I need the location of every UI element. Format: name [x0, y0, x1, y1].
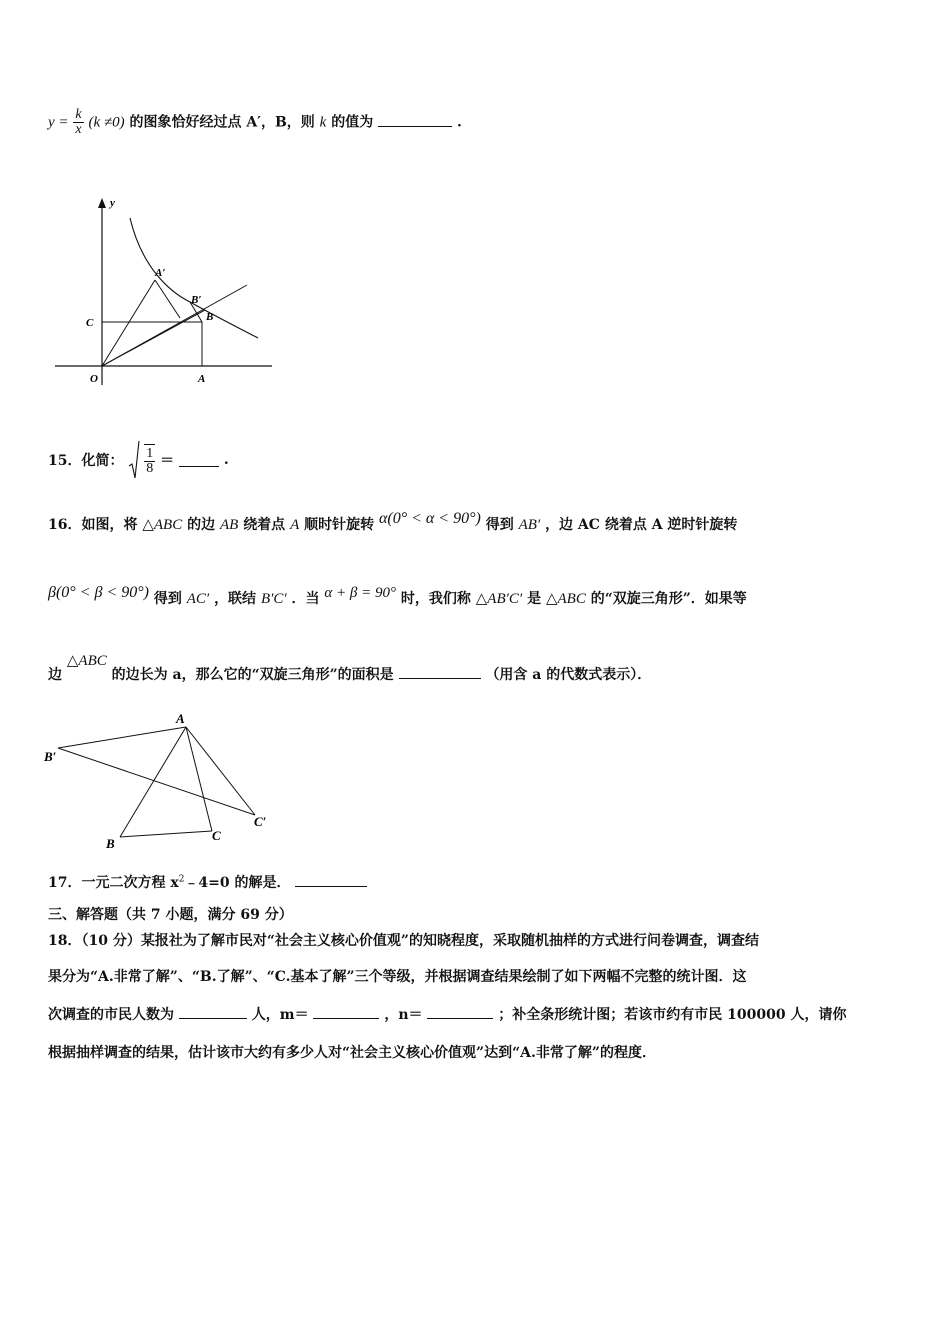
sqrt-sign [128, 440, 140, 480]
q18-l2: 果分为“A.非常了解”、“B.了解”、“C.基本了解”三个等级，并根据调查结果绘制了如下两幅不完整的统计图．这 [48, 969, 747, 985]
q15-end: . [223, 452, 229, 468]
q16-ab: AB [219, 517, 239, 533]
q17-line [48, 872, 367, 892]
q14-text-b: 的值为 [331, 114, 374, 131]
formula-y: y = [48, 114, 69, 131]
sqrt-denominator: 8 [146, 461, 154, 476]
q14-line [48, 108, 462, 137]
q17-exponent: 2 [178, 874, 185, 885]
q16-bc-prime: B′C′ [260, 591, 287, 607]
q16-l2-e: 是 [527, 591, 542, 607]
q18-line2 [48, 966, 747, 986]
q16-beta-range: β(0° < β < 90°) [48, 584, 149, 601]
q16-l1-d: 顺时针旋转 [304, 517, 375, 533]
q18-people-blank [179, 1006, 247, 1019]
q16-l3-b: 的边长为 a，那么它的“双旋三角形”的面积是 [111, 667, 394, 683]
formula-condition: (k ≠0) [88, 114, 125, 131]
segment-ab-prime [58, 727, 186, 748]
y-axis-arrow [98, 198, 106, 208]
q16-l2-d: 时，我们称 [400, 591, 471, 607]
q16-tri-abc2: △ABC [545, 591, 586, 607]
segment-ac-prime [186, 727, 255, 815]
sqrt-fraction [144, 444, 155, 476]
q16-l2-f: 的“双旋三角形”．如果等 [590, 591, 747, 607]
label-c: C [212, 828, 221, 843]
q16-l3-c: （用含 a 的代数式表示）． [485, 667, 652, 683]
segment-b-prime-c-prime [58, 748, 255, 815]
label-a: A [176, 711, 185, 726]
q16-l3-a: 边 [48, 667, 62, 683]
section-title [48, 904, 293, 924]
q16-line1 [48, 510, 738, 534]
q14-k: k [319, 114, 327, 131]
q18-l4: 根据抽样调查的结果，估计该市大约有多少人对“社会主义核心价值观”达到“A.非常了解”的程度． [48, 1045, 656, 1061]
q16-sum: α + β = 90° [324, 585, 397, 601]
sqrt-numerator: 1 [146, 446, 154, 461]
label-b-prime: B′ [44, 749, 57, 764]
segment-ac [186, 727, 212, 831]
label-c: C [86, 317, 94, 329]
q18-n-blank [427, 1006, 493, 1019]
q16-tri-abcp: △AB′C′ [475, 591, 523, 607]
q17-text-b: ﹣4=0 的解是． [184, 875, 291, 891]
q16-line2 [48, 584, 747, 608]
label-y: y [110, 197, 115, 209]
q16-l2-a: 得到 [153, 591, 182, 607]
q16-l1-f: ，边 AC 绕着点 A 逆时针旋转 [545, 517, 738, 533]
label-a: A [198, 373, 206, 385]
q17-text-a: 17．一元二次方程 x [48, 875, 179, 891]
figure-double-rotation [40, 710, 280, 855]
q15-answer-blank [179, 454, 219, 467]
line-oa-prime [102, 280, 155, 366]
label-a-prime: A′ [155, 267, 166, 279]
q18-l3-a: 次调查的市民人数为 [48, 1007, 174, 1023]
q16-l2-b: ，联结 [214, 591, 257, 607]
section-3-title: 三、解答题（共 7 小题，满分 69 分） [48, 907, 293, 923]
q16-l1-e: 得到 [485, 517, 514, 533]
q18-l3-d: ；补全条形统计图；若该市约有市民 100000 人，请你 [498, 1007, 847, 1023]
q16-l1-c: 绕着点 [243, 517, 286, 533]
q18-line3 [48, 1004, 846, 1024]
segment-bc [120, 831, 212, 837]
q16-l2-c: ．当 [291, 591, 320, 607]
formula-denominator: x [75, 122, 82, 137]
q18-m-blank [313, 1006, 379, 1019]
q18-l1: 18．（10 分）某报社为了解市民对“社会主义核心价值观”的知晓程度，采取随机抽样的方式进行问卷调查，调查结 [48, 933, 759, 949]
line-ob [102, 310, 205, 366]
q16-tri-abc: △ABC [142, 517, 183, 533]
q18-line1 [48, 930, 759, 950]
q16-answer-blank [399, 666, 481, 679]
label-b: B [106, 836, 115, 851]
q18-l3-b: 人，m＝ [251, 1007, 309, 1023]
hyperbola-curve [130, 218, 258, 338]
q16-l1-b: 的边 [187, 517, 216, 533]
label-b-prime: B′ [191, 294, 202, 306]
q18-line4 [48, 1042, 656, 1062]
q16-alpha-range: α(0° < α < 90°) [378, 510, 481, 527]
q14-text-a: 的图象恰好经过点 A′，B，则 [129, 114, 315, 131]
q15-line [48, 440, 229, 480]
figure-hyperbola-graph [50, 190, 280, 400]
label-c-prime: C′ [254, 814, 267, 829]
segment-ab [120, 727, 186, 837]
q14-end: . [456, 114, 462, 131]
q16-point-a: A [290, 517, 300, 533]
q18-l3-c: ，n＝ [384, 1007, 423, 1023]
q16-ab-prime: AB′ [518, 517, 541, 533]
q15-equals: ＝ [160, 453, 175, 469]
q15-label: 15．化简： [48, 453, 124, 469]
q16-l1-a: 16．如图，将 [48, 517, 138, 533]
sqrt-expression [128, 440, 155, 480]
q14-answer-blank [378, 114, 452, 127]
formula-fraction [73, 108, 83, 137]
q16-tri-abc3: △ABC [66, 653, 107, 669]
formula-numerator: k [75, 107, 82, 122]
q17-answer-blank [295, 874, 367, 887]
label-o: O [90, 373, 98, 385]
label-b: B [206, 311, 214, 323]
q16-line3 [48, 653, 652, 684]
q16-ac-prime: AC′ [186, 591, 210, 607]
